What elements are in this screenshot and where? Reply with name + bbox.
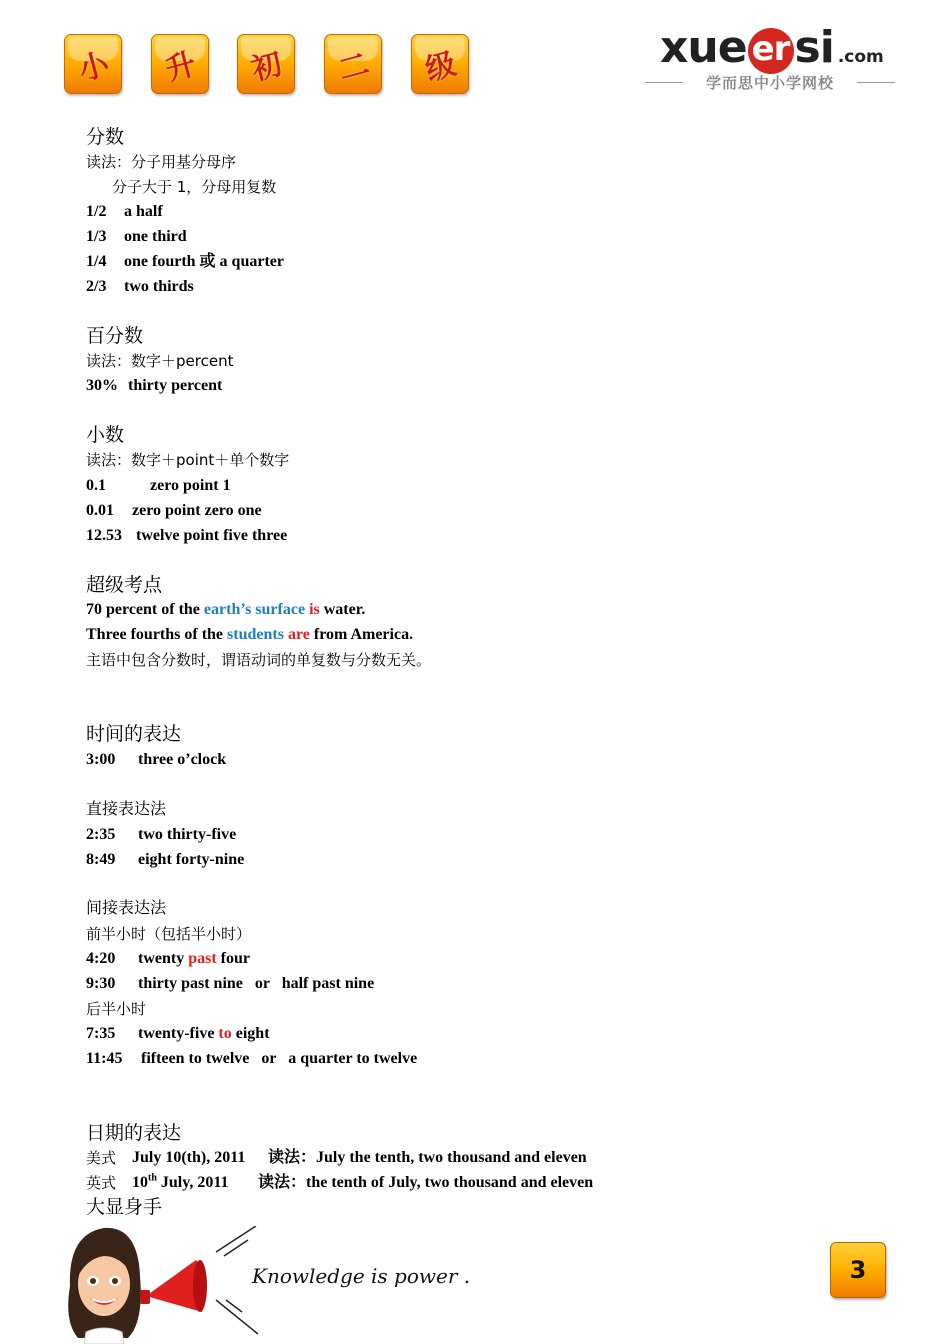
decimal-rule: 读法：数字＋point＋单个数字	[86, 451, 290, 469]
decimal-row: 0.1 zero point 1	[86, 477, 231, 494]
date-uk: 英式 10th July, 2011 读法：the tenth of July, two thousand and eleven	[86, 1172, 594, 1192]
header-tile-1: 小	[64, 34, 122, 94]
header-tile-5: 级	[411, 34, 469, 94]
fraction-rule-1: 读法：分子用基分母序	[86, 153, 237, 171]
key-point-sentence-1: 70 percent of the earth’s surface is water.	[86, 601, 366, 618]
first-half-label: 前半小时（包括半小时）	[86, 925, 252, 943]
section-title-time: 时间的表达	[86, 723, 182, 745]
time-row: 7:35 twenty-five to eight	[86, 1025, 270, 1042]
subsection-indirect: 间接表达法	[86, 898, 167, 917]
key-point-sentence-2: Three fourths of the students are from America.	[86, 626, 414, 643]
footer-motto: Knowledge is power .	[252, 1264, 471, 1288]
time-row: 11:45 fifteen to twelve or a quarter to twelve	[86, 1050, 418, 1067]
section-title-key-point: 超级考点	[86, 574, 163, 596]
section-title-date: 日期的表达	[86, 1122, 182, 1144]
fraction-row: 1/4 one fourth 或 a quarter	[86, 253, 284, 270]
date-us: 美式 July 10(th), 2011 读法：July the tenth, two thousand and eleven	[86, 1149, 587, 1167]
time-row: 9:30 thirty past nine or half past nine	[86, 975, 375, 992]
fraction-row: 1/3 one third	[86, 228, 187, 245]
section-title-decimal: 小数	[86, 424, 125, 446]
decimal-row: 0.01 zero point zero one	[86, 502, 262, 519]
percent-rule: 读法：数字＋percent	[86, 352, 234, 370]
time-row: 2:35 two thirty-five	[86, 826, 237, 843]
brand-subtitle: 学而思中小学网校	[645, 72, 895, 93]
section-title-practice: 大显身手	[86, 1196, 163, 1218]
time-row: 3:00 three o’clock	[86, 751, 227, 768]
subsection-direct: 直接表达法	[86, 799, 167, 818]
header-tile-3: 初	[237, 34, 295, 94]
girl-megaphone-icon	[64, 1226, 264, 1344]
decimal-row: 12.53 twelve point five three	[86, 527, 288, 544]
header-tile-4: 二	[324, 34, 382, 94]
key-point-note: 主语中包含分数时，谓语动词的单复数与分数无关。	[86, 651, 432, 669]
brand-logo: xue er si .com	[660, 22, 884, 73]
second-half-label: 后半小时	[86, 1000, 147, 1018]
fraction-row: 1/2 a half	[86, 203, 163, 220]
fraction-rule-2: 分子大于 1，分母用复数	[112, 178, 277, 196]
time-row: 4:20 twenty past four	[86, 950, 250, 967]
section-title-fractions: 分数	[86, 126, 125, 148]
fraction-row: 2/3 two thirds	[86, 278, 194, 295]
time-row: 8:49 eight forty-nine	[86, 851, 245, 868]
header-tile-2: 升	[151, 34, 209, 94]
percent-example: 30% thirty percent	[86, 377, 223, 394]
page-number-badge: 3	[830, 1242, 886, 1298]
section-title-percent: 百分数	[86, 325, 144, 347]
